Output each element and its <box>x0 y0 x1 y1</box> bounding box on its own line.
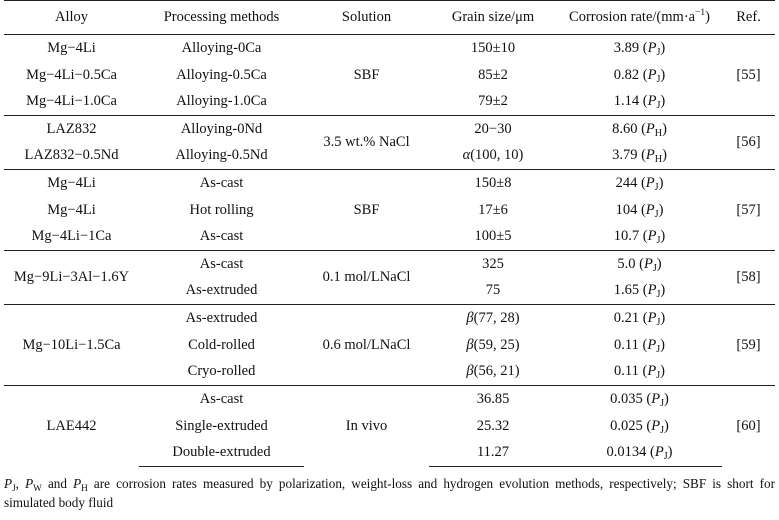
solution-cell: 0.1 mol/LNaCl <box>304 251 429 305</box>
corrosion-rate-cell: 5.0 $(P_J)$ <box>557 251 722 278</box>
ref-cell: [58] <box>722 251 775 305</box>
corrosion-rate-cell: 0.82 $(P_J)$ <box>613 66 666 85</box>
method-symbol: P <box>651 417 661 434</box>
method-symbol: P <box>647 93 657 110</box>
method-symbol: P <box>647 39 657 56</box>
alloy-cell: Mg−4Li−1Ca <box>31 228 112 245</box>
rate-value: 0.21 <box>613 309 640 326</box>
table-row <box>4 35 775 62</box>
rate-value: 0.025 <box>610 417 643 434</box>
method-symbol: P <box>651 390 661 407</box>
grain-size-cell: 11.27 <box>429 440 557 467</box>
grain-size-cell <box>429 332 557 359</box>
header-processing: Processing methods <box>139 1 304 35</box>
processing-cell: Alloying-0Nd <box>139 116 304 143</box>
corrosion-rate-cell: 0.11 $(P_J)$ <box>614 363 665 382</box>
distribution-args: (100, 10) <box>470 147 524 164</box>
method-symbol: P <box>647 66 657 83</box>
alloy-cell: LAZ832 <box>4 116 139 143</box>
alloy-cell: Mg−9Li−3Al−1.6Y <box>4 251 139 305</box>
table-row <box>4 170 775 197</box>
method-subscript: J <box>656 235 661 247</box>
solution-cell: 0.6 mol/LNaCl <box>304 305 429 386</box>
rate-value: 3.89 <box>613 39 640 56</box>
processing-cell: As-cast <box>199 228 244 245</box>
rate-value: 5.0 <box>617 255 636 272</box>
solution-cell: In vivo <box>304 386 429 467</box>
method-subscript: J <box>656 289 661 301</box>
corrosion-rate-cell: 244 $(P_J)$ <box>557 170 722 197</box>
rate-value: 1.14 <box>613 93 640 110</box>
corrosion-rate-cell: 0.11 $(P_J)$ <box>614 336 665 355</box>
table-row <box>4 116 775 143</box>
method-subscript: J <box>656 343 661 355</box>
method-subscript: J <box>656 370 661 382</box>
alloy-cell: Mg−4Li−1.0Ca <box>26 93 117 110</box>
alloy-cell: LAE442 <box>4 386 139 467</box>
grain-size-cell: 150±10 <box>470 39 516 56</box>
method-symbol: P <box>645 147 655 164</box>
distribution-args: (77, 28) <box>473 309 520 326</box>
method-subscript: J <box>654 181 659 193</box>
processing-cell: As-extruded <box>139 305 304 332</box>
alloy-cell: Mg−10Li−1.5Ca <box>4 305 139 386</box>
corrosion-rate-cell: 3.79 $(P_H)$ <box>612 147 667 166</box>
method-subscript: J <box>660 424 665 436</box>
rate-value: 0.0134 <box>606 444 647 461</box>
processing-cell: As-extruded <box>185 282 258 299</box>
corrosion-rate-table <box>4 0 775 467</box>
corrosion-rate-cell: 8.60 $(P_H)$ <box>557 116 722 143</box>
grain-size-cell: 17±6 <box>478 201 508 218</box>
solution-cell: SBF <box>353 66 380 83</box>
rate-value: 244 <box>615 174 638 191</box>
method-symbol: P <box>647 282 657 299</box>
table-footnote: $P_J$, $P_W$ and $P_H$ are corrosion rates measured by polarization, weight-loss and hydrogen evolution methods, respectively; SBF is short for simulated body fluid <box>4 476 776 510</box>
rate-value: 0.11 <box>614 336 639 353</box>
grain-size-cell <box>429 305 557 332</box>
ref-cell: [57] <box>722 170 775 251</box>
rate-value: 0.035 <box>610 390 643 407</box>
ref-cell: [55] <box>736 66 761 83</box>
processing-cell: Double-extruded <box>139 440 304 467</box>
grain-size-cell: 325 <box>429 251 557 278</box>
processing-cell: As-cast <box>139 170 304 197</box>
distribution-args: (59, 25) <box>473 336 520 353</box>
method-subscript: J <box>654 208 659 220</box>
processing-cell: Single-extruded <box>175 417 268 434</box>
table-body <box>4 35 775 467</box>
grain-size-cell <box>429 143 557 170</box>
alloy-cell: Mg−4Li−0.5Ca <box>26 66 117 83</box>
corrosion-rate-cell: 104 $(P_J)$ <box>615 201 664 220</box>
method-symbol: P <box>645 120 655 137</box>
distribution-symbol: β <box>466 363 474 380</box>
processing-cell: Alloying-0Ca <box>181 39 262 56</box>
solution-cell: 3.5 wt.% NaCl <box>304 116 429 170</box>
method-symbol: P <box>647 363 657 380</box>
corrosion-rate-cell: 1.14 $(P_J)$ <box>613 93 666 112</box>
processing-cell: Cold-rolled <box>188 336 255 353</box>
processing-cell: Cryo-rolled <box>187 363 256 380</box>
method-subscript: J <box>663 451 668 463</box>
alloy-cell: Mg−4Li <box>47 39 96 56</box>
method-subscript: J <box>656 100 661 112</box>
processing-cell: Hot rolling <box>189 201 254 218</box>
alloy-cell: LAZ832−0.5Nd <box>24 147 119 164</box>
method-subscript: J <box>656 46 661 58</box>
table-row <box>4 251 775 278</box>
method-symbol: P <box>647 336 657 353</box>
header-alloy: Alloy <box>4 1 139 35</box>
grain-size-cell: 75 <box>485 282 501 299</box>
processing-cell: As-cast <box>139 386 304 413</box>
distribution-symbol: β <box>466 336 474 353</box>
method-subscript: J <box>660 397 665 409</box>
rate-value: 10.7 <box>613 228 640 245</box>
ref-cell: [56] <box>722 116 775 170</box>
grain-size-cell: 36.85 <box>429 386 557 413</box>
method-subscript: J <box>652 262 657 274</box>
method-symbol: P <box>645 174 655 191</box>
rate-value: 104 <box>615 201 638 218</box>
rate-value: 8.60 <box>612 120 638 137</box>
table-row <box>4 305 775 332</box>
corrosion-rate-cell: 0.21 $(P_J)$ <box>557 305 722 332</box>
method-symbol: P <box>647 309 657 326</box>
method-subscript: H <box>654 127 663 139</box>
grain-size-cell: 25.32 <box>476 417 510 434</box>
corrosion-rate-cell: 0.035 $(P_J)$ <box>557 386 722 413</box>
ref-cell: [60] <box>722 386 775 467</box>
processing-cell: Alloying-0.5Ca <box>176 66 267 83</box>
method-symbol: P <box>647 228 657 245</box>
method-subscript: H <box>654 154 663 166</box>
rate-value: 0.82 <box>613 66 640 83</box>
distribution-symbol: α <box>462 147 471 164</box>
distribution-args: (56, 21) <box>473 363 520 380</box>
alloy-cell: Mg−4Li <box>47 201 96 218</box>
header-row <box>4 1 775 35</box>
corrosion-rate-cell: 0.025 $(P_J)$ <box>610 417 669 436</box>
header-solution: Solution <box>304 1 429 35</box>
grain-size-cell <box>429 359 557 386</box>
grain-size-cell: 150±8 <box>429 170 557 197</box>
method-subscript: J <box>656 73 661 85</box>
method-symbol: P <box>645 201 655 218</box>
method-symbol: P <box>643 255 653 272</box>
corrosion-rate-cell: 3.89 $(P_J)$ <box>613 39 666 58</box>
corrosion-rate-cell: 10.7 $(P_J)$ <box>613 228 666 247</box>
corrosion-rate-cell: 1.65 $(P_J)$ <box>613 282 666 301</box>
rate-value: 0.11 <box>614 363 639 380</box>
processing-cell: Alloying-1.0Ca <box>176 93 267 110</box>
header-grain-size: Grain size/μm <box>429 1 557 35</box>
table-row <box>4 386 775 413</box>
alloy-cell: Mg−4Li <box>4 170 139 197</box>
corrosion-rate-cell: 0.0134 $(P_J)$ <box>557 440 722 467</box>
grain-size-cell: 20−30 <box>429 116 557 143</box>
processing-cell: Alloying-0.5Nd <box>175 147 268 164</box>
method-subscript: J <box>656 316 661 328</box>
rate-value: 1.65 <box>613 282 640 299</box>
rate-value: 3.79 <box>612 147 638 164</box>
grain-size-cell: 100±5 <box>474 228 512 245</box>
ref-cell: [59] <box>722 305 775 386</box>
processing-cell: As-cast <box>139 251 304 278</box>
grain-size-cell: 79±2 <box>478 93 508 110</box>
header-corrosion-rate: Corrosion rate/$(mm\cdot a^{-1})$ <box>557 1 722 35</box>
grain-size-cell: 85±2 <box>478 66 508 83</box>
solution-cell: SBF <box>304 170 429 251</box>
header-ref: Ref. <box>722 1 775 35</box>
method-symbol: P <box>654 444 664 461</box>
distribution-symbol: β <box>466 309 474 326</box>
